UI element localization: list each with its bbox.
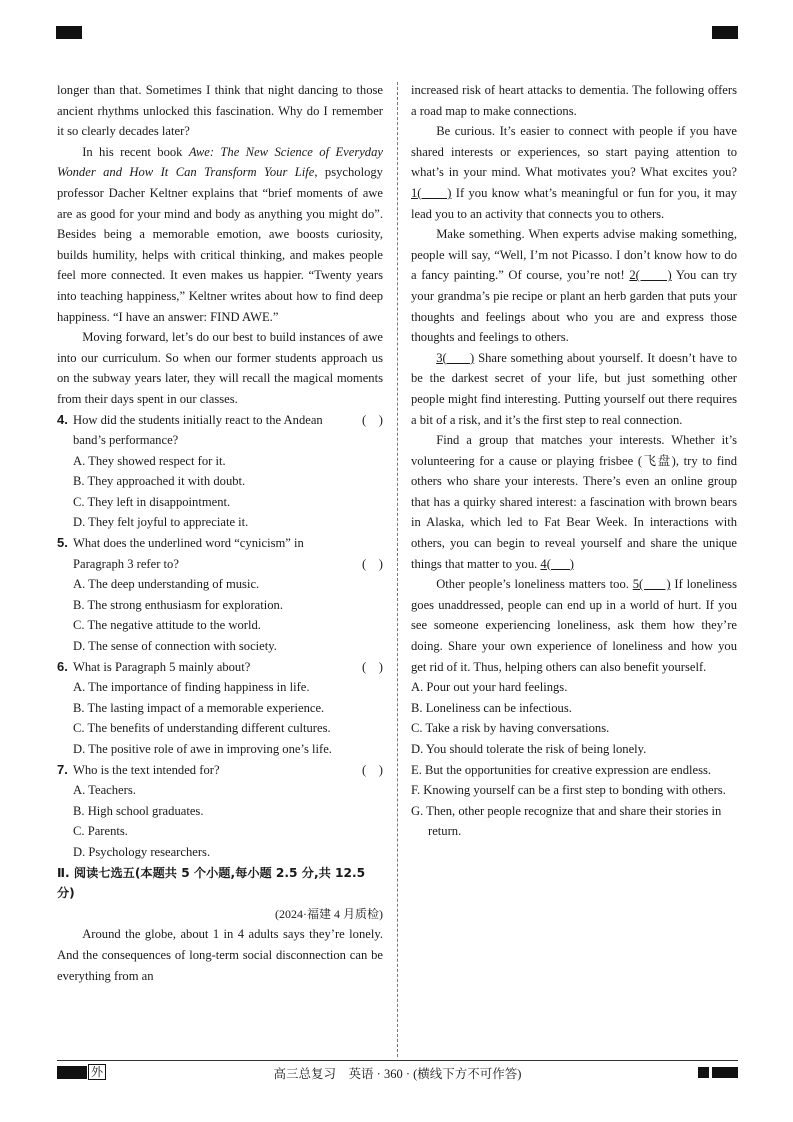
- footer-subject-tag: 外: [88, 1064, 106, 1080]
- page-footer: [57, 1064, 738, 1082]
- option[interactable]: B. High school graduates.: [73, 803, 204, 818]
- option[interactable]: A. The importance of finding happiness in life.: [73, 680, 310, 695]
- question-stem: What is Paragraph 5 mainly about?: [73, 659, 251, 674]
- paragraph-text: Share something about yourself. It doesn’t have to be the darkest secret of your life, but just something other people might find interesting. Putting yourself out there requires a bit of a risk, and it’s the first step to real connection.: [411, 350, 737, 427]
- option-D[interactable]: D. You should tolerate the risk of being lonely.: [411, 742, 647, 756]
- option[interactable]: B. The strong enthusiasm for exploration.: [73, 597, 283, 612]
- option[interactable]: C. The negative attitude to the world.: [73, 618, 261, 633]
- option[interactable]: D. The sense of connection with society.: [73, 639, 277, 654]
- option[interactable]: D. Psychology researchers.: [73, 844, 211, 859]
- passage-paragraph: [411, 121, 737, 224]
- option-C[interactable]: C. Take a risk by having conversations.: [411, 721, 610, 736]
- option[interactable]: D. The positive role of awe in improving one’s life.: [73, 742, 332, 756]
- question-number: 5.: [57, 535, 68, 551]
- option[interactable]: B. The lasting impact of a memorable experience.: [73, 700, 325, 715]
- paragraph-text: Other people’s loneliness matters too.: [436, 577, 633, 592]
- question-stem: How did the students initially react to the Andean band’s performance?: [73, 412, 323, 448]
- footer-mark-square: [698, 1067, 709, 1078]
- blank-2[interactable]: 2( ): [629, 268, 672, 283]
- paragraph-text: If you know what’s meaningful or fun for you, it may lead you to an activity that connects you to others.: [411, 185, 737, 221]
- blank-5[interactable]: 5( ): [632, 577, 671, 592]
- blank-3[interactable]: 3( ): [436, 350, 475, 365]
- option-F[interactable]: F. Knowing yourself can be a first step to bonding with others.: [411, 783, 726, 798]
- blank-1[interactable]: 1( ): [411, 185, 452, 200]
- option[interactable]: A. Teachers.: [73, 783, 136, 798]
- question-number: 7.: [57, 761, 68, 777]
- passage-paragraph: Moving forward, let’s do our best to build instances of awe into our curriculum. So when our former students approach us on the subway years later, they will recall the magical moments from their days spent in our classes.: [57, 330, 383, 406]
- question-5: [57, 533, 383, 657]
- passage-paragraph: longer than that. Sometimes I think that night dancing to those ancient rhythms unlocked this fascination. Why do I remember it so clearly decades later?: [57, 83, 383, 139]
- question-stem: Who is the text intended for?: [73, 762, 220, 777]
- registration-mark-right: [712, 26, 738, 39]
- answer-bracket[interactable]: ( ): [362, 659, 383, 674]
- option-A[interactable]: A. Pour out your hard feelings.: [411, 680, 568, 695]
- option[interactable]: C. The benefits of understanding different cultures.: [73, 721, 331, 736]
- question-number: 6.: [57, 658, 68, 674]
- passage-paragraph: [411, 348, 737, 430]
- paragraph-text: In his recent book: [82, 144, 189, 159]
- passage-paragraph: [57, 142, 383, 327]
- option[interactable]: C. Parents.: [73, 824, 128, 839]
- passage-paragraph: [411, 224, 737, 348]
- passage-paragraph: [411, 430, 737, 574]
- option-B[interactable]: B. Loneliness can be infectious.: [411, 700, 572, 715]
- footer-text: 高三总复习 英语 · 360 · (横线下方不可作答): [273, 1067, 522, 1081]
- question-stem: What does the underlined word “cynicism” in Paragraph 3 refer to?: [73, 536, 304, 571]
- passage-paragraph: Around the globe, about 1 in 4 adults says they’re lonely. And the consequences of long-term social disconnection can be everything from an: [57, 927, 383, 983]
- paragraph-text: , psychology professor Dacher Keltner explains that “brief moments of awe are as good for your mind and body as anything you might do”. Besides being a memorable emotion, awe boosts curiosity, builds humility, helps with critical thinking, and makes people feel more connected. It even makes us happier. “Twenty years into teaching happiness,” Keltner writes about how to find deep happiness. “I have an answer: FIND AWE.”: [57, 165, 383, 324]
- footer-mark-right: [712, 1067, 738, 1078]
- question-4: [57, 410, 383, 534]
- option[interactable]: B. They approached it with doubt.: [73, 474, 246, 489]
- paragraph-text: Make something. When experts advise making something, people will say, “Well, I’m not Picasso. I don’t know how to do a fancy painting.” Of course, you’re not!: [411, 227, 737, 283]
- option[interactable]: A. The deep understanding of music.: [73, 577, 260, 592]
- column-divider: [397, 82, 398, 1057]
- passage-paragraph: increased risk of heart attacks to dementia. The following offers a road map to make connections.: [411, 83, 737, 118]
- paragraph-text: Be curious. It’s easier to connect with people if you have shared interests or experiences, so start paying attention to what’s in your mind. What motivates you? What excites you?: [411, 124, 737, 180]
- option[interactable]: A. They showed respect for it.: [73, 453, 226, 468]
- option-G[interactable]: G. Then, other people recognize that and share their stories in return.: [411, 803, 722, 839]
- passage-paragraph: [411, 574, 737, 677]
- paragraph-text: You can try your grandma’s pie recipe or plant an herb garden that puts your thoughts and feelings about who you are and express those thoughts and feelings to others.: [411, 268, 738, 345]
- footer-rule: [57, 1060, 738, 1061]
- left-column: [57, 80, 383, 986]
- option[interactable]: D. They felt joyful to appreciate it.: [73, 515, 249, 530]
- question-7: [57, 760, 383, 863]
- option[interactable]: C. They left in disappointment.: [73, 494, 231, 509]
- paragraph-text: If loneliness goes unaddressed, people can end up in a world of hurt. If you see someone experiencing loneliness, ask them how they’re doing. Share your own experience of loneliness and how you get rid of it. Thus, helping others can also benefit yourself.: [411, 577, 737, 674]
- answer-bracket[interactable]: ( ): [362, 762, 383, 777]
- blank-4[interactable]: 4( ): [540, 556, 574, 571]
- answer-bracket[interactable]: ( ): [362, 556, 383, 571]
- section-title: Ⅱ. 阅读七选五(本题共 5 个小题,每小题 2.5 分,共 12.5 分): [57, 865, 366, 901]
- source-note: (2024·福建 4 月质检): [275, 906, 383, 921]
- right-column: [411, 80, 737, 842]
- option-E[interactable]: E. But the opportunities for creative expression are endless.: [411, 762, 712, 777]
- registration-mark-left: [56, 26, 82, 39]
- paragraph-text: Find a group that matches your interests. Whether it’s volunteering for a cause or playing frisbee (飞盘), try to find others who share your interests. There’s even an online group that has a quirky shared interest: a fascination with brown bears in Alaska, which led to Fat Bear Week. In interactions with others, you can begin to reveal yourself and share the unique things that matter to you.: [411, 433, 737, 571]
- question-number: 4.: [57, 411, 68, 427]
- book-title: Awe: The New Science of Everyday Wonder and How It Can Transform Your Life: [57, 144, 383, 180]
- question-6: [57, 657, 383, 760]
- answer-bracket[interactable]: ( ): [362, 412, 383, 427]
